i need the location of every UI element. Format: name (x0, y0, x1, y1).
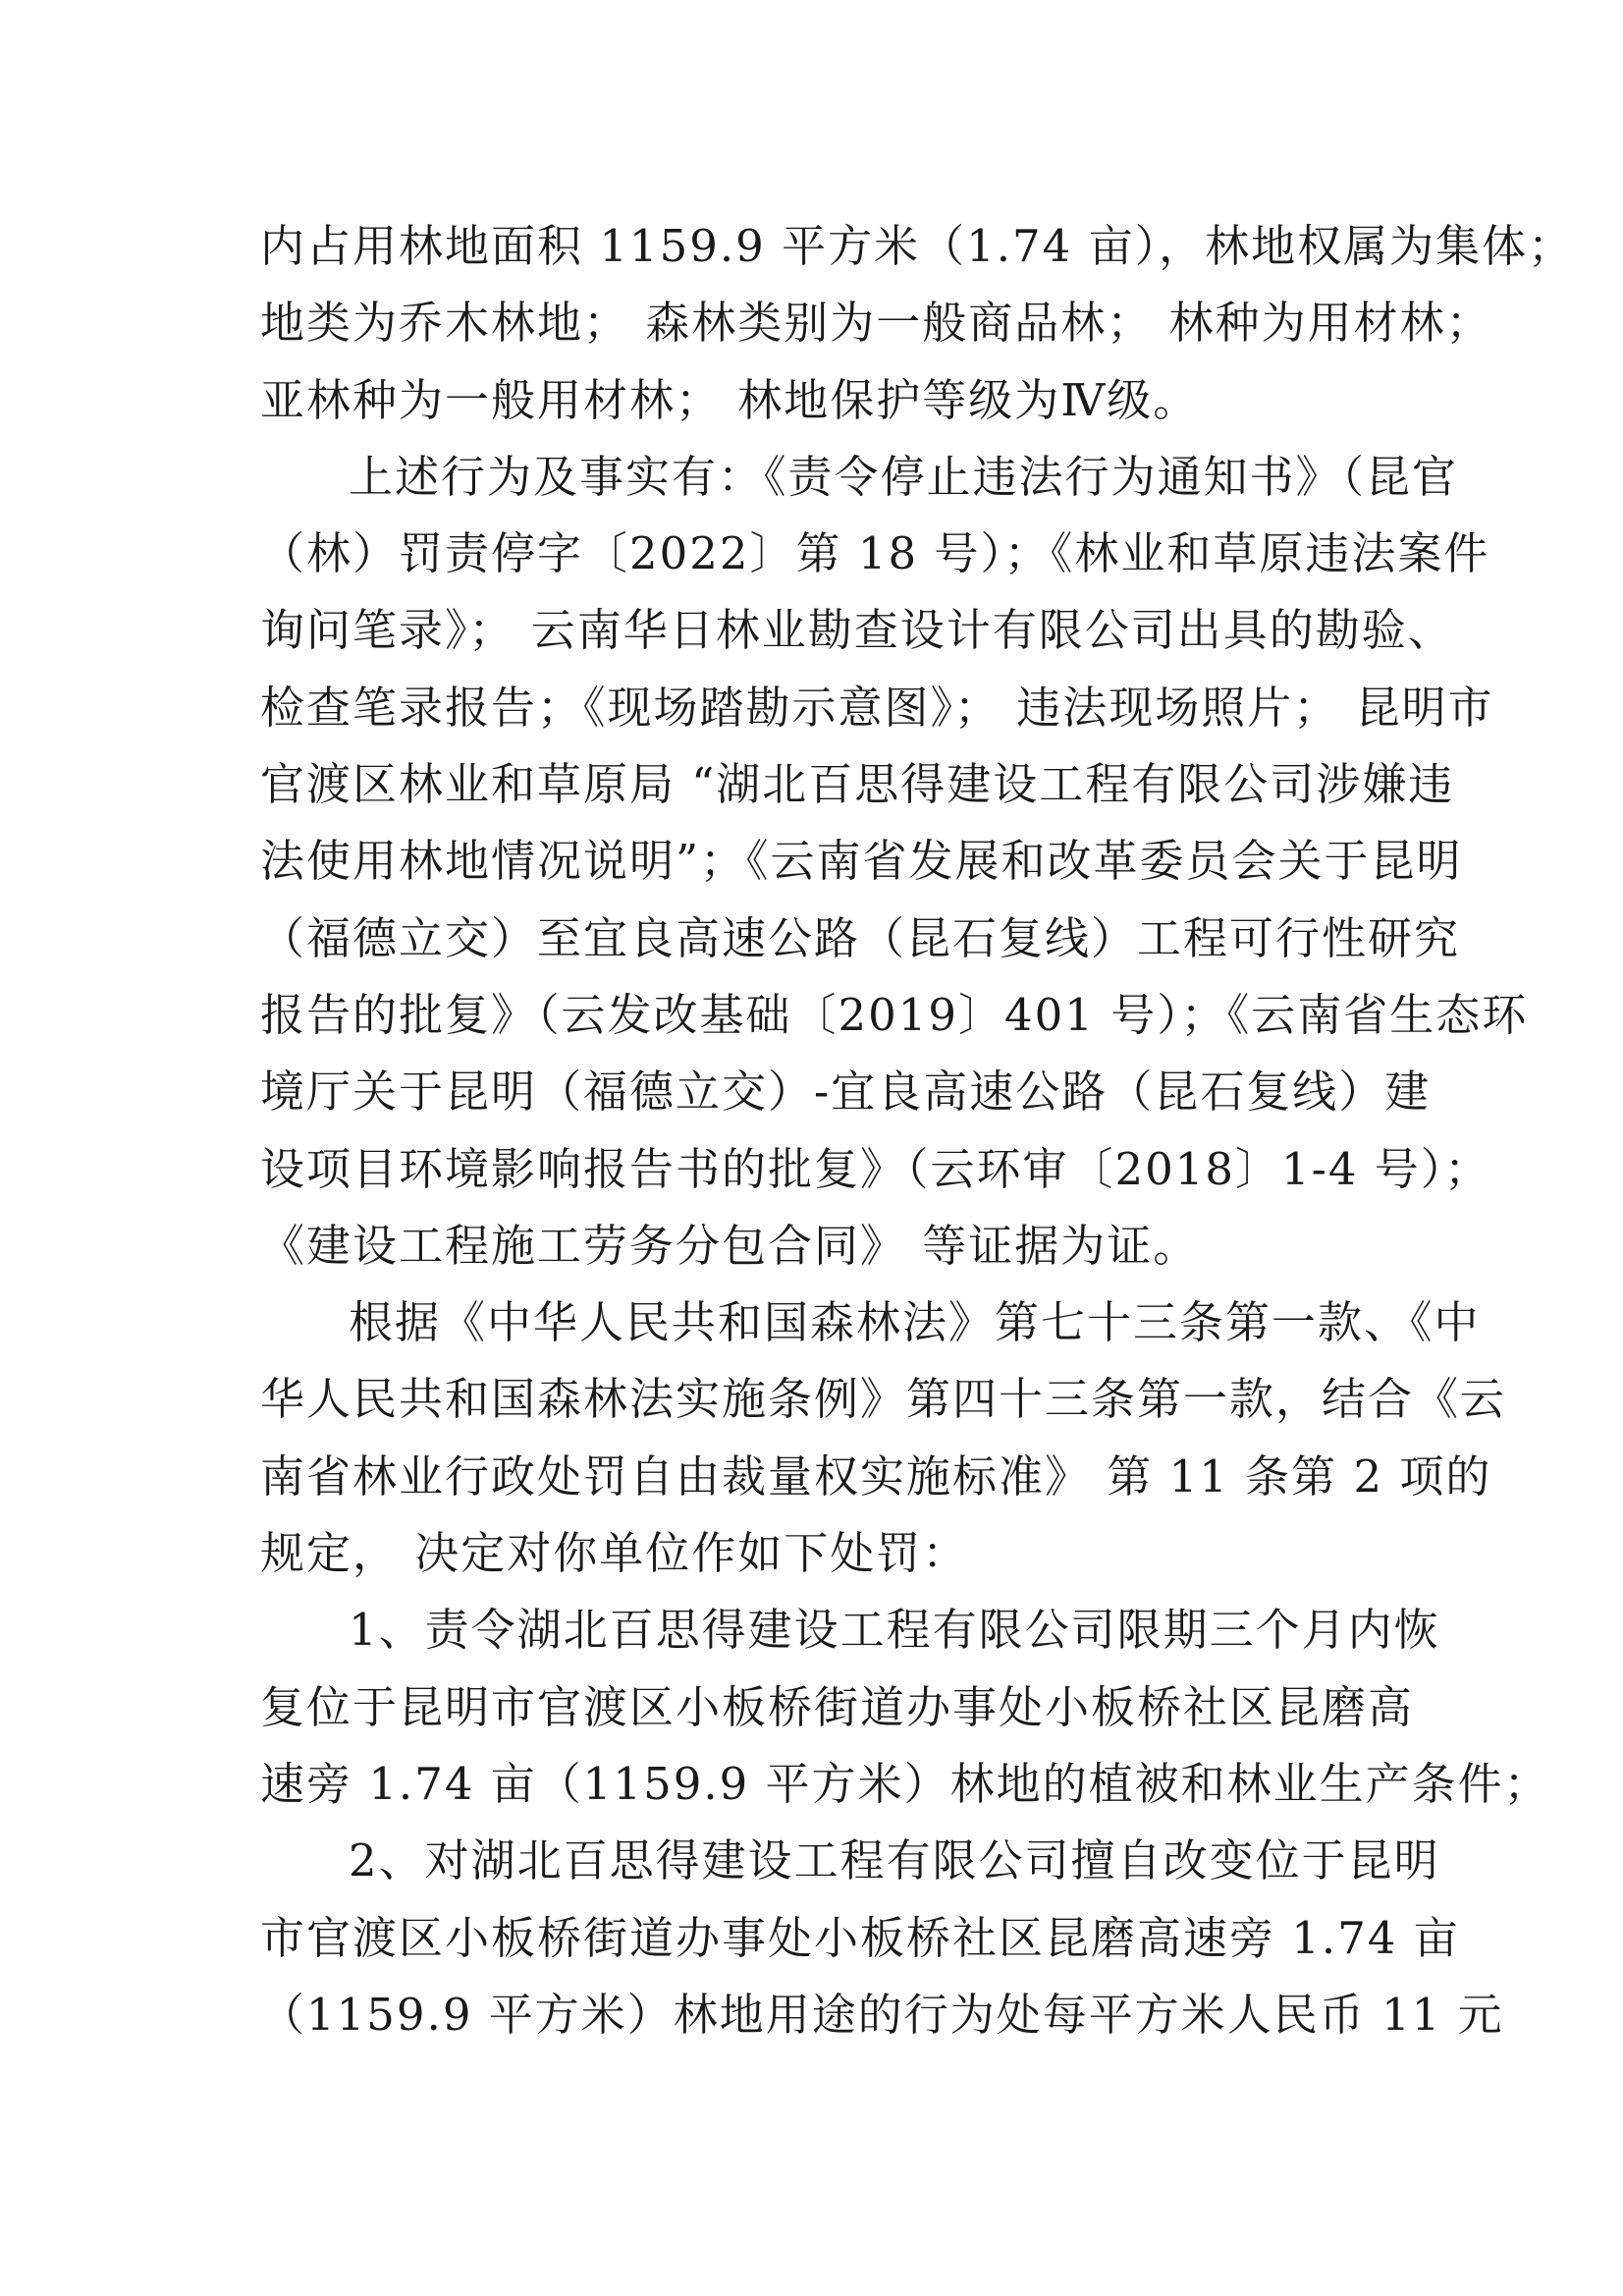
text-line: 询问笔录》； 云南华日林业勘查设计有限公司出具的勘验、 (260, 604, 1454, 657)
text-line: 亚林种为一般用材林； 林地保护等级为Ⅳ级。 (260, 373, 1200, 426)
text-line: （林）罚责停字〔2022〕第 18 号）；《林业和草原违法案件 (260, 527, 1490, 580)
text-line: 设项目环境影响报告书的批复》（云环审〔2018〕1-4 号）； (260, 1142, 1491, 1195)
paragraph-evidence (260, 439, 1529, 1285)
text-line: 地类为乔木林地； 森林类别为一般商品林； 林种为用材林； (260, 297, 1492, 350)
text-line: 上述行为及事实有：《责令停止违法行为通知书》（昆官 (349, 450, 1459, 503)
text-line: 根据《中华人民共和国森林法》第七十三条第一款、《中 (349, 1296, 1481, 1349)
text-line: （福德立交）至宜良高速公路（昆石复线）工程可行性研究 (260, 911, 1461, 964)
text-line: 华人民共和国森林法实施条例》第四十三条第一款，结合《云 (260, 1373, 1507, 1426)
document-body (260, 208, 1575, 2053)
text-line: （1159.9 平方米）林地用途的行为处每平方米人民币 11 元 (260, 1988, 1504, 2041)
text-line: 2、对湖北百思得建设工程有限公司擅自改变位于昆明 (349, 1834, 1440, 1887)
text-line: 复位于昆明市官渡区小板桥街道办事处小板桥社区昆磨高 (260, 1680, 1415, 1733)
text-line: 内占用林地面积 1159.9 平方米（1.74 亩），林地权属为集体； (260, 220, 1575, 272)
paragraph-legal-basis (260, 1285, 1507, 1592)
paragraph-land-details (260, 208, 1575, 439)
text-line: 检查笔录报告；《现场踏勘示意图》； 违法现场照片； 昆明市 (260, 681, 1494, 734)
text-line: 官渡区林业和草原局 “湖北百思得建设工程有限公司涉嫌违 (260, 758, 1455, 811)
text-line: 报告的批复》（云发改基础〔2019〕401 号）；《云南省生态环 (260, 988, 1529, 1041)
text-line: 法使用林地情况说明”；《云南省发展和改革委员会关于昆明 (260, 835, 1463, 888)
text-line: 速旁 1.74 亩（1159.9 平方米）林地的植被和林业生产条件； (260, 1757, 1550, 1810)
text-line: 《建设工程施工劳务分包合同》 等证据为证。 (260, 1219, 1200, 1272)
text-line: 南省林业行政处罚自由裁量权实施标准》 第 11 条第 2 项的 (260, 1449, 1492, 1503)
paragraph-penalty-item-1 (260, 1592, 1550, 1823)
paragraph-penalty-item-2 (260, 1823, 1504, 2053)
text-line: 1、责令湖北百思得建设工程有限公司限期三个月内恢 (349, 1604, 1440, 1657)
text-line: 市官渡区小板桥街道办事处小板桥社区昆磨高速旁 1.74 亩 (260, 1911, 1460, 1964)
text-line: 境厅关于昆明（福德立交）-宜良高速公路（昆石复线）建 (260, 1066, 1432, 1119)
text-line: 规定， 决定对你单位作如下处罚： (260, 1527, 969, 1580)
